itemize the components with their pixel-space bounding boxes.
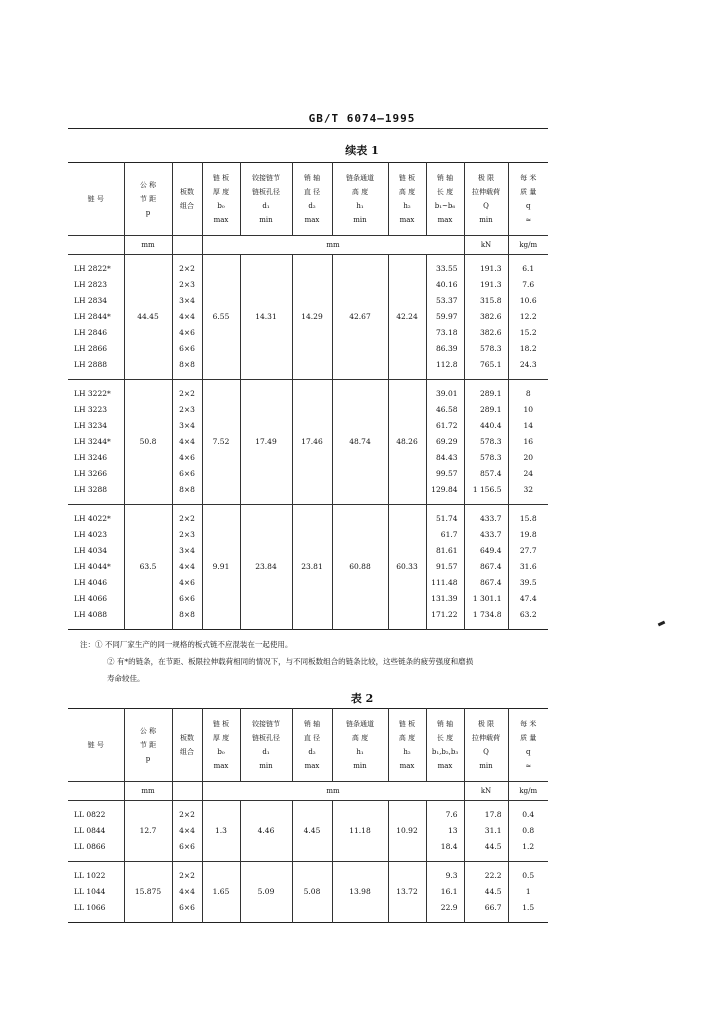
cell-mass: 1.2 bbox=[508, 839, 548, 862]
cell-combo: 4×6 bbox=[172, 325, 202, 341]
cell-mass: 6.1 bbox=[508, 255, 548, 278]
note-1: 注：① 不同厂家生产的同一规格的板式链不应混装在一起使用。 bbox=[80, 640, 293, 649]
col-header-combo: 板数 组合 bbox=[172, 163, 202, 236]
cell-pin-len: 73.18 bbox=[426, 325, 464, 341]
cell-pitch: 50.8 bbox=[124, 380, 172, 505]
cell-hole-dia: 23.84 bbox=[240, 505, 292, 630]
cell-plate-h: 13.72 bbox=[388, 862, 426, 923]
cell-combo: 3×4 bbox=[172, 418, 202, 434]
chain-number: LL 1022 bbox=[74, 871, 106, 880]
cell-tensile: 649.4 bbox=[464, 543, 508, 559]
cell-pin-len: 46.58 bbox=[426, 402, 464, 418]
cell-hole-dia: 5.09 bbox=[240, 862, 292, 923]
cell-combo: 6×6 bbox=[172, 839, 202, 862]
col-header-chain_no: 链 号 bbox=[87, 741, 104, 749]
cell-combo: 6×6 bbox=[172, 591, 202, 607]
cell-pin-len: 22.9 bbox=[426, 900, 464, 923]
cell-pitch: 44.45 bbox=[124, 255, 172, 380]
cell-mass: 27.7 bbox=[508, 543, 548, 559]
col-header-plate_thk: 链 板 厚 度 b₀ max bbox=[202, 709, 240, 782]
cell-pin-len: 61.72 bbox=[426, 418, 464, 434]
cell-mass: 0.5 bbox=[508, 862, 548, 885]
chain-number: LH 3246 bbox=[74, 453, 107, 462]
cell-pin-len: 40.16 bbox=[426, 277, 464, 293]
cell-mass: 1 bbox=[508, 884, 548, 900]
chain-number: LH 3222* bbox=[74, 389, 111, 398]
cell-pin-dia: 14.29 bbox=[292, 255, 332, 380]
chain-number: LH 4034 bbox=[74, 546, 107, 555]
cell-mass: 32 bbox=[508, 482, 548, 505]
cell-combo: 2×3 bbox=[172, 402, 202, 418]
cell-tensile: 440.4 bbox=[464, 418, 508, 434]
cell-tensile: 382.6 bbox=[464, 309, 508, 325]
cell-tensile: 289.1 bbox=[464, 380, 508, 403]
cell-pin-dia: 17.46 bbox=[292, 380, 332, 505]
cell-combo: 3×4 bbox=[172, 543, 202, 559]
col-header-pitch: 公 称 节 距 p bbox=[124, 163, 172, 236]
table-row bbox=[68, 380, 548, 403]
cell-mass: 12.2 bbox=[508, 309, 548, 325]
cell-plate-h: 48.26 bbox=[388, 380, 426, 505]
col-header-mass: 每 米 质 量 q ≈ bbox=[508, 163, 548, 236]
chain-number: LL 1044 bbox=[74, 887, 106, 896]
cell-mass: 20 bbox=[508, 450, 548, 466]
col-header-tensile: 极 限 拉伸载荷 Q min bbox=[464, 709, 508, 782]
cell-mass: 63.2 bbox=[508, 607, 548, 630]
cell-pin-dia: 23.81 bbox=[292, 505, 332, 630]
col-header-plate_thk: 链 板 厚 度 b₀ max bbox=[202, 163, 240, 236]
cell-tensile: 22.2 bbox=[464, 862, 508, 885]
cell-mass: 14 bbox=[508, 418, 548, 434]
chain-number: LH 2823 bbox=[74, 280, 107, 289]
chain-number: LL 0822 bbox=[74, 810, 106, 819]
cell-passage-h: 42.67 bbox=[332, 255, 388, 380]
note-3: 寿命较佳。 bbox=[107, 674, 145, 683]
cell-passage-h: 60.88 bbox=[332, 505, 388, 630]
cell-mass: 10 bbox=[508, 402, 548, 418]
unit-kn: kN bbox=[464, 782, 508, 801]
cell-pin-len: 18.4 bbox=[426, 839, 464, 862]
cell-combo: 2×2 bbox=[172, 505, 202, 528]
cell-pin-dia: 5.08 bbox=[292, 862, 332, 923]
table-row bbox=[68, 505, 548, 528]
col-header-pin_dia: 销 轴 直 径 d₂ max bbox=[292, 163, 332, 236]
unit-mm: mm bbox=[202, 236, 464, 255]
cell-pin-dia: 4.45 bbox=[292, 801, 332, 862]
cell-pin-len: 99.57 bbox=[426, 466, 464, 482]
cell-tensile: 289.1 bbox=[464, 402, 508, 418]
unit-mm: mm bbox=[202, 782, 464, 801]
cell-pin-len: 51.74 bbox=[426, 505, 464, 528]
cell-pin-len: 53.37 bbox=[426, 293, 464, 309]
units-blank bbox=[172, 782, 202, 801]
cell-mass: 1.5 bbox=[508, 900, 548, 923]
cell-plate-thk: 1.3 bbox=[202, 801, 240, 862]
cell-pin-len: 86.39 bbox=[426, 341, 464, 357]
cell-pin-len: 129.84 bbox=[426, 482, 464, 505]
cell-passage-h: 11.18 bbox=[332, 801, 388, 862]
cell-combo: 6×6 bbox=[172, 466, 202, 482]
cell-plate-thk: 1.65 bbox=[202, 862, 240, 923]
col-header-tensile: 极 限 拉伸载荷 Q min bbox=[464, 163, 508, 236]
cell-tensile: 44.5 bbox=[464, 839, 508, 862]
units-blank bbox=[68, 782, 124, 801]
cell-tensile: 765.1 bbox=[464, 357, 508, 380]
cell-combo: 2×2 bbox=[172, 801, 202, 824]
chain-number: LH 4044* bbox=[74, 562, 111, 571]
chain-number: LL 0866 bbox=[74, 842, 106, 851]
col-header-pitch: 公 称 节 距 p bbox=[124, 709, 172, 782]
cell-tensile: 867.4 bbox=[464, 575, 508, 591]
col-header-chain_no: 链 号 bbox=[87, 195, 104, 203]
cell-plate-h: 42.24 bbox=[388, 255, 426, 380]
cell-pin-len: 33.55 bbox=[426, 255, 464, 278]
cell-combo: 4×4 bbox=[172, 434, 202, 450]
cell-pin-len: 112.8 bbox=[426, 357, 464, 380]
cell-passage-h: 13.98 bbox=[332, 862, 388, 923]
chain-number: LH 3288 bbox=[74, 485, 107, 494]
cell-combo: 4×4 bbox=[172, 823, 202, 839]
cell-pin-len: 84.43 bbox=[426, 450, 464, 466]
cell-tensile: 1 734.8 bbox=[464, 607, 508, 630]
cell-pin-len: 69.29 bbox=[426, 434, 464, 450]
col-header-hole_dia: 铰接链节 链板孔径 d₁ min bbox=[240, 709, 292, 782]
chain-number: LH 3223 bbox=[74, 405, 107, 414]
chain-number: LH 2846 bbox=[74, 328, 107, 337]
cell-passage-h: 48.74 bbox=[332, 380, 388, 505]
unit-kg-per-m: kg/m bbox=[508, 236, 548, 255]
chain-number: LH 3266 bbox=[74, 469, 107, 478]
chain-number: LH 4022* bbox=[74, 514, 111, 523]
chain-number: LH 3234 bbox=[74, 421, 107, 430]
cell-hole-dia: 14.31 bbox=[240, 255, 292, 380]
cell-pin-len: 16.1 bbox=[426, 884, 464, 900]
cell-plate-h: 10.92 bbox=[388, 801, 426, 862]
cell-combo: 6×6 bbox=[172, 900, 202, 923]
table-row bbox=[68, 255, 548, 278]
units-blank bbox=[172, 236, 202, 255]
units-blank bbox=[68, 236, 124, 255]
cell-combo: 6×6 bbox=[172, 341, 202, 357]
cell-combo: 2×3 bbox=[172, 527, 202, 543]
unit-kg-per-m: kg/m bbox=[508, 782, 548, 801]
cell-plate-thk: 9.91 bbox=[202, 505, 240, 630]
col-header-pin_dia: 销 轴 直 径 d₂ max bbox=[292, 709, 332, 782]
table-row bbox=[68, 801, 548, 824]
cell-tensile: 857.4 bbox=[464, 466, 508, 482]
cell-mass: 47.4 bbox=[508, 591, 548, 607]
cell-mass: 18.2 bbox=[508, 341, 548, 357]
chain-number: LH 2866 bbox=[74, 344, 107, 353]
cell-tensile: 382.6 bbox=[464, 325, 508, 341]
cell-tensile: 66.7 bbox=[464, 900, 508, 923]
cell-combo: 8×8 bbox=[172, 482, 202, 505]
cell-tensile: 578.3 bbox=[464, 450, 508, 466]
cell-mass: 31.6 bbox=[508, 559, 548, 575]
chain-number: LH 4088 bbox=[74, 610, 107, 619]
cell-mass: 7.6 bbox=[508, 277, 548, 293]
chain-number: LH 2834 bbox=[74, 296, 107, 305]
col-header-plate_h: 链 板 高 度 h₂ max bbox=[388, 709, 426, 782]
cell-mass: 16 bbox=[508, 434, 548, 450]
cell-tensile: 578.3 bbox=[464, 434, 508, 450]
cell-tensile: 433.7 bbox=[464, 527, 508, 543]
chain-number: LH 3244* bbox=[74, 437, 111, 446]
chain-number: LL 1066 bbox=[74, 903, 106, 912]
cell-combo: 4×4 bbox=[172, 309, 202, 325]
cell-pitch: 63.5 bbox=[124, 505, 172, 630]
cell-combo: 8×8 bbox=[172, 357, 202, 380]
cell-combo: 4×6 bbox=[172, 575, 202, 591]
col-header-pin_len: 销 轴 长 度 b₁,b₂,b₃ max bbox=[426, 709, 464, 782]
col-header-plate_h: 链 板 高 度 h₂ max bbox=[388, 163, 426, 236]
cell-mass: 24.3 bbox=[508, 357, 548, 380]
cell-combo: 4×6 bbox=[172, 450, 202, 466]
col-header-mass: 每 米 质 量 q ≈ bbox=[508, 709, 548, 782]
cell-combo: 3×4 bbox=[172, 293, 202, 309]
standard-number: GB/T 6074—1995 bbox=[308, 112, 416, 125]
cell-mass: 39.5 bbox=[508, 575, 548, 591]
cell-mass: 15.2 bbox=[508, 325, 548, 341]
cell-tensile: 44.5 bbox=[464, 884, 508, 900]
table1 bbox=[68, 162, 548, 630]
cell-tensile: 17.8 bbox=[464, 801, 508, 824]
cell-mass: 8 bbox=[508, 380, 548, 403]
cell-mass: 19.8 bbox=[508, 527, 548, 543]
cell-pitch: 12.7 bbox=[124, 801, 172, 862]
cell-combo: 2×2 bbox=[172, 862, 202, 885]
cell-mass: 24 bbox=[508, 466, 548, 482]
cell-pin-len: 9.3 bbox=[426, 862, 464, 885]
unit-kn: kN bbox=[464, 236, 508, 255]
cell-tensile: 578.3 bbox=[464, 341, 508, 357]
cell-tensile: 1 301.1 bbox=[464, 591, 508, 607]
cell-pin-len: 91.57 bbox=[426, 559, 464, 575]
cell-mass: 0.4 bbox=[508, 801, 548, 824]
cell-pin-len: 13 bbox=[426, 823, 464, 839]
chain-number: LH 2822* bbox=[74, 264, 111, 273]
cell-hole-dia: 17.49 bbox=[240, 380, 292, 505]
cell-combo: 8×8 bbox=[172, 607, 202, 630]
cell-combo: 4×4 bbox=[172, 884, 202, 900]
cell-combo: 2×2 bbox=[172, 255, 202, 278]
chain-number: LL 0844 bbox=[74, 826, 106, 835]
cell-pin-len: 111.48 bbox=[426, 575, 464, 591]
col-header-passage_h: 链条通道 高 度 h₁ min bbox=[332, 709, 388, 782]
chain-number: LH 2888 bbox=[74, 360, 107, 369]
cell-tensile: 1 156.5 bbox=[464, 482, 508, 505]
cell-pin-len: 59.97 bbox=[426, 309, 464, 325]
cell-pitch: 15.875 bbox=[124, 862, 172, 923]
cell-plate-thk: 7.52 bbox=[202, 380, 240, 505]
cell-tensile: 433.7 bbox=[464, 505, 508, 528]
cell-combo: 2×2 bbox=[172, 380, 202, 403]
col-header-passage_h: 链条通道 高 度 h₁ min bbox=[332, 163, 388, 236]
cell-tensile: 867.4 bbox=[464, 559, 508, 575]
cell-mass: 10.6 bbox=[508, 293, 548, 309]
cell-pin-len: 61.7 bbox=[426, 527, 464, 543]
unit-mm: mm bbox=[124, 236, 172, 255]
cell-tensile: 191.3 bbox=[464, 255, 508, 278]
cell-tensile: 315.8 bbox=[464, 293, 508, 309]
col-header-hole_dia: 铰接链节 链板孔径 d₁ min bbox=[240, 163, 292, 236]
stray-mark bbox=[658, 621, 666, 627]
chain-number: LH 4066 bbox=[74, 594, 107, 603]
col-header-pin_len: 销 轴 长 度 b₁~b₆ max bbox=[426, 163, 464, 236]
cell-combo: 4×4 bbox=[172, 559, 202, 575]
unit-mm: mm bbox=[124, 782, 172, 801]
table2-caption: 表 2 bbox=[350, 692, 374, 705]
chain-number: LH 4023 bbox=[74, 530, 107, 539]
cell-tensile: 191.3 bbox=[464, 277, 508, 293]
cell-combo: 2×3 bbox=[172, 277, 202, 293]
cell-pin-len: 81.61 bbox=[426, 543, 464, 559]
cell-mass: 15.8 bbox=[508, 505, 548, 528]
cell-pin-len: 131.39 bbox=[426, 591, 464, 607]
cell-plate-h: 60.33 bbox=[388, 505, 426, 630]
cell-pin-len: 171.22 bbox=[426, 607, 464, 630]
table2 bbox=[68, 708, 548, 923]
cell-mass: 0.8 bbox=[508, 823, 548, 839]
header-rule bbox=[68, 128, 548, 129]
note-2: ② 有*的链条，在节距、板限拉伸载荷相同的情况下，与不同板数组合的链条比较，这些链条的疲劳强度和磨损 bbox=[107, 657, 474, 666]
table1-caption: 续表 1 bbox=[345, 144, 379, 157]
cell-pin-len: 7.6 bbox=[426, 801, 464, 824]
cell-hole-dia: 4.46 bbox=[240, 801, 292, 862]
cell-tensile: 31.1 bbox=[464, 823, 508, 839]
chain-number: LH 2844* bbox=[74, 312, 111, 321]
table-row bbox=[68, 862, 548, 885]
col-header-combo: 板数 组合 bbox=[172, 709, 202, 782]
cell-plate-thk: 6.55 bbox=[202, 255, 240, 380]
chain-number: LH 4046 bbox=[74, 578, 107, 587]
cell-pin-len: 39.01 bbox=[426, 380, 464, 403]
